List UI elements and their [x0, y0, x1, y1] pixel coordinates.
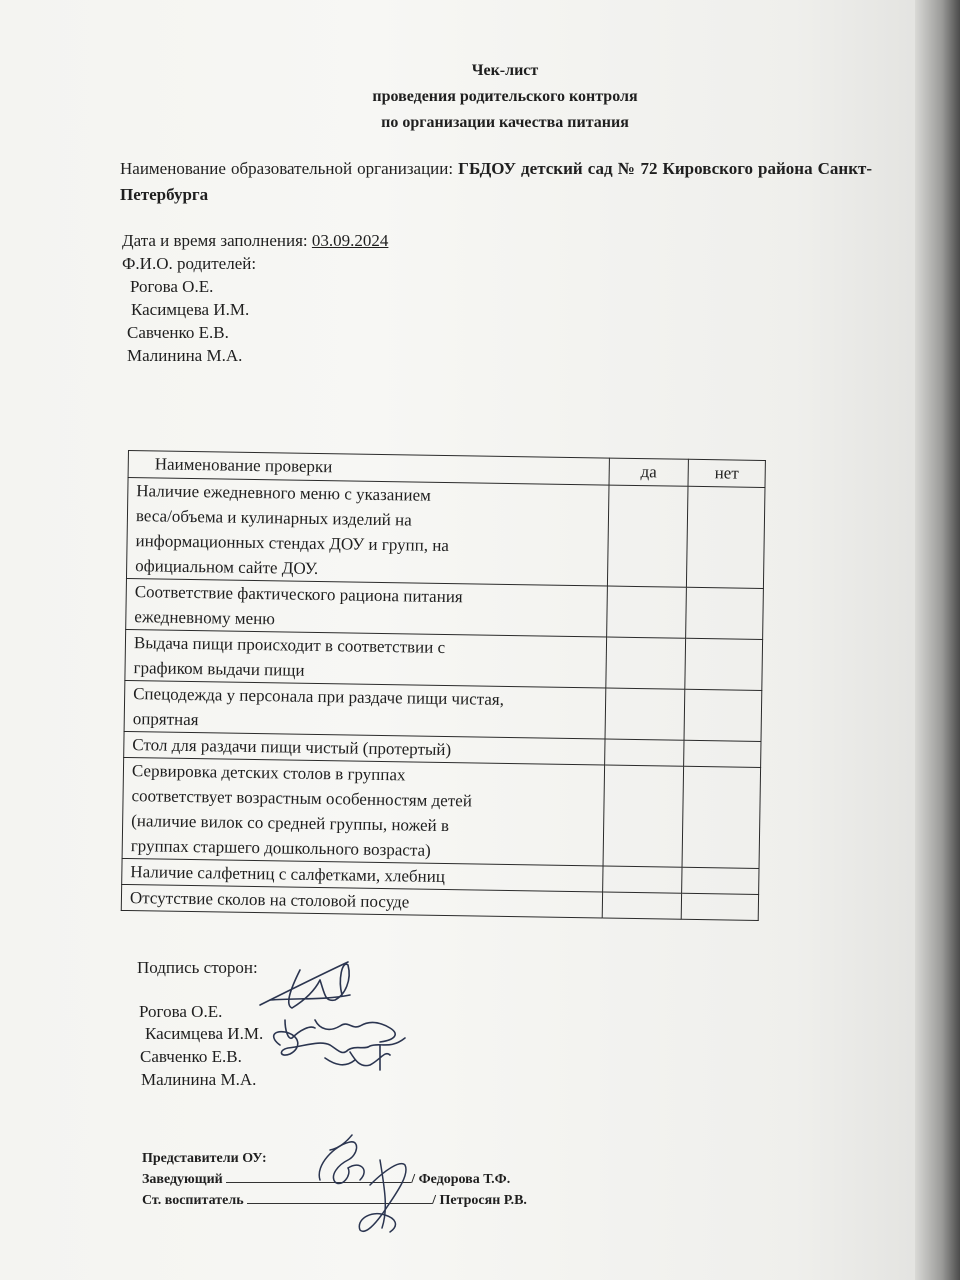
no-cell [682, 766, 761, 868]
header-yes: да [609, 458, 688, 486]
parent-name: Савченко Е.В. [127, 323, 229, 342]
check-item-line: Соответствие фактического рациона питания [134, 582, 463, 607]
check-item-line: группах старшего дошкольного возраста) [130, 836, 431, 860]
check-item-line: Сервировка детских столов в группах [131, 761, 406, 785]
organization-label: Наименование образовательной организации: [120, 159, 454, 178]
checklist-table [121, 450, 766, 921]
doc-subtitle-2: по организации качества питания [381, 114, 629, 131]
organization-name: ГБДОУ детский сад № 72 Кировского района Санкт- Петербурга [120, 159, 873, 204]
signer-name: Рогова О.Е. [139, 1002, 223, 1021]
signer-name: Касимцева И.М. [145, 1024, 264, 1043]
parent-signatures [230, 950, 440, 1090]
signer-name: Савченко Е.В. [140, 1047, 242, 1066]
organization [120, 156, 872, 208]
yes-cell [607, 485, 688, 587]
yes-cell [602, 892, 681, 919]
check-item-line: Наличие салфетниц с салфетками, хлебниц [130, 862, 446, 887]
parent-name: Касимцева И.М. [131, 300, 250, 319]
yes-cell [607, 586, 687, 638]
check-item-line: Наличие ежедневного меню с указанием [136, 481, 432, 505]
yes-cell [603, 765, 684, 867]
no-cell [686, 587, 764, 639]
header-check-name: Наименование проверки [128, 451, 609, 486]
fill-date-value: 03.09.2024 [311, 231, 389, 250]
parent-name: Малинина М.А. [127, 346, 243, 365]
yes-cell [605, 688, 685, 740]
doc-title: Чек-лист [471, 62, 539, 79]
parents-label: Ф.И.О. родителей: [122, 254, 257, 273]
check-item-line: официальном сайте ДОУ. [135, 556, 319, 579]
page-shadow [915, 0, 960, 1280]
check-item-line: информационных стендах ДОУ и групп, на [135, 531, 450, 556]
check-item-line: Выдача пищи происходит в соответствии с [133, 633, 446, 658]
check-item [124, 680, 606, 739]
check-item-line: Стол для раздачи пищи чистый (протертый) [132, 735, 452, 760]
head-label: Заведующий [142, 1172, 223, 1187]
check-item-line: (наличие вилок со средней группы, ножей в [131, 811, 450, 836]
staff-signatures [290, 1130, 430, 1240]
no-cell [682, 867, 759, 894]
check-item-line: Отсутствие сколов на столовой посуде [129, 888, 410, 912]
table-row [122, 757, 761, 868]
representatives-label: Представители ОУ: [142, 1151, 267, 1166]
signatures-label: Подпись сторон: [137, 958, 258, 977]
senior-name: / Петросян Р.В. [432, 1193, 527, 1208]
senior-label: Ст. воспитатель [142, 1193, 244, 1208]
check-item [125, 629, 607, 688]
yes-cell [603, 866, 682, 893]
no-cell [685, 638, 763, 690]
table-row [126, 578, 764, 639]
check-item-line: опрятная [132, 709, 199, 730]
table-row [126, 478, 765, 589]
table-row [125, 629, 763, 690]
no-cell [684, 689, 762, 741]
doc-subtitle-1: проведения родительского контроля [372, 88, 638, 105]
parent-name: Рогова О.Е. [130, 277, 214, 296]
no-cell [681, 893, 758, 920]
no-cell [684, 740, 761, 767]
check-item-line: ежедневному меню [134, 607, 276, 629]
signer-name: Малинина М.А. [141, 1070, 257, 1089]
check-item [126, 478, 609, 587]
no-cell [686, 486, 765, 588]
fill-date-label: Дата и время заполнения: [122, 231, 308, 250]
check-item-line: веса/объема и кулинарных изделий на [135, 506, 412, 530]
check-item [126, 578, 608, 637]
check-item-line: графиком выдачи пищи [133, 658, 305, 680]
check-item [122, 757, 605, 866]
header-no: нет [688, 459, 765, 487]
check-item-line: соответствует возрастным особенностям детей [131, 786, 473, 811]
yes-cell [605, 739, 684, 766]
yes-cell [606, 637, 686, 689]
check-item-line: Спецодежда у персонала при раздаче пищи чистая, [133, 684, 505, 709]
head-name: / Федорова Т.Ф. [411, 1172, 511, 1187]
fill-date [122, 229, 388, 253]
